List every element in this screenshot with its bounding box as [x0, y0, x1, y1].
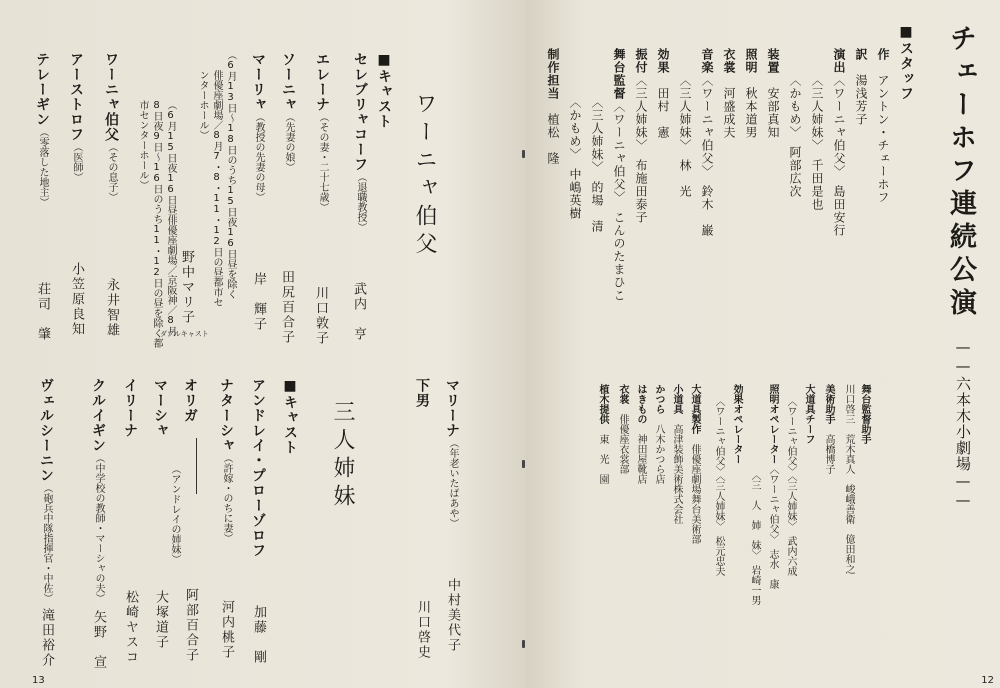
vanya-actor-6: 小笠原良知	[69, 262, 84, 337]
binding-stitch	[522, 460, 525, 468]
sisters-actor-7: 滝田裕介	[39, 608, 54, 668]
crew-line-4: 大道具チーフ	[803, 384, 814, 444]
staff-line-6: 装置 安部真知	[766, 48, 780, 139]
crew-line-5: 〈ワーニャ伯父〉〈三人姉妹〉 武内六成	[785, 396, 796, 576]
credit-line-4: はきもの 神田屋靴店	[635, 384, 646, 484]
alt-actor: 野中マリ子	[179, 250, 194, 325]
sisters-cast-heading: ■キャスト	[282, 378, 298, 455]
crew-line-3: 美術助手 高橋博子	[823, 384, 834, 474]
credit-line-2: 小道具 高津装飾美術株式会社	[671, 384, 682, 524]
credit-line-6: 植木提供 東 光 園	[597, 384, 608, 484]
sisters-role-7: ヴェルシーニン（砲兵中隊指揮官・中佐）	[38, 378, 54, 603]
page-number-left: 13	[32, 675, 45, 686]
sisters-role-5: イリーナ	[122, 378, 138, 438]
vanya-cast-heading: ■キャスト	[376, 52, 392, 129]
staff-line-4: 〈三人姉妹〉 千田是也	[810, 74, 824, 211]
sisters-actor-1: 加藤 剛	[251, 605, 266, 665]
extra-role-2: 下男	[414, 378, 430, 408]
vanya-role-2: エレーナ（その妻・二十七歳）	[314, 52, 330, 212]
staff-line-11: 効果 田村 憲	[656, 48, 670, 139]
vanya-role-1: セレブリャコーフ（退職教授）	[352, 52, 368, 232]
staff-line-7: 照明 秋本道男	[744, 48, 758, 139]
double-cast-label: ダブルキャスト	[160, 330, 209, 338]
sisters-actor-2: 河内桃子	[219, 600, 234, 660]
page-number-right: 12	[981, 675, 994, 686]
staff-line-5: 〈かもめ〉 阿部広次	[788, 74, 802, 198]
staff-line-9: 音楽〈ワーニャ伯父〉 鈴木 巌	[700, 48, 714, 237]
sisters-role-1: アンドレイ・プローゾロフ	[250, 378, 266, 558]
vanya-actor-5: 永井智雄	[104, 278, 119, 338]
staff-line-10: 〈三人姉妹〉 林 光	[678, 74, 692, 198]
staff-line-15: 〈かもめ〉 中嶋英樹	[568, 96, 582, 220]
schedule-note-2: 俳優座劇場／8月7・8・11・12日の昼都市セ	[211, 70, 222, 307]
schedule-note-1: （6月13日〜18日のうち15日夜16日昼を除く	[225, 50, 236, 299]
program-title: チェーホフ連続公演	[945, 24, 976, 321]
staff-line-14: 〈三人姉妹〉 的場 清	[590, 96, 604, 233]
credit-line-1: 大道具製作 俳優座劇場舞台美術部	[689, 384, 700, 544]
staff-heading: ■スタッフ	[898, 24, 914, 101]
vanya-role-7: テレーギン（零落した地主）	[34, 52, 50, 207]
crew-line-7: 〈三 人 姉 妹〉 岩崎一男	[749, 470, 760, 605]
staff-line-3: 演出〈ワーニャ伯父〉 島田安行	[832, 48, 846, 237]
vanya-actor-2: 川口敦子	[313, 286, 328, 346]
crew-line-2: 川口啓三 荒木真人 峻峨善衛 億田和之	[843, 384, 854, 574]
sisters-actor-4: 大塚道子	[153, 590, 168, 650]
sisters-actor-3: 阿部百合子	[183, 588, 198, 663]
extra-actor-2: 川口啓史	[415, 600, 430, 660]
alt-note-2: 8日夜9日〜16日のうち11・12日の昼を除く都	[151, 100, 162, 348]
program-subtitle: ——六本木小劇場——	[954, 338, 972, 510]
extra-actor-1: 中村美代子	[445, 578, 460, 653]
binding-stitch	[522, 640, 525, 648]
sisters-role-2: ナターシャ（許嫁・のちに妻）	[218, 378, 234, 543]
alt-note-1: （6月15日夜16日昼俳優座劇場／京阪神／8月	[165, 100, 176, 336]
vanya-role-6: アーストロフ（医師）	[68, 52, 84, 182]
vanya-actor-4: 岸 輝子	[251, 272, 266, 332]
binding-stitch	[522, 150, 525, 158]
alt-note-3: 市センターホール）	[137, 100, 148, 190]
sisters-title: 三人姉妹	[330, 400, 355, 512]
staff-line-12: 振付〈三人姉妹〉 布施田泰子	[634, 48, 648, 224]
credit-line-5: 衣裳 俳優座衣裳部	[617, 384, 628, 474]
crew-line-9: 〈ワーニャ伯父〉〈三人姉妹〉 松元忠夫	[713, 396, 724, 576]
crew-line-8: 効果オペレーター	[731, 384, 742, 464]
vanya-actor-7: 荘司 肇	[35, 282, 50, 342]
vanya-actor-1: 武内 亨	[351, 282, 366, 342]
crew-line-1: 舞台監督助手	[859, 384, 870, 444]
vanya-actor-3: 田尻百合子	[279, 270, 294, 345]
crew-line-6: 照明オペレーター〈ワーニャ伯父〉 志水 康	[767, 384, 778, 589]
vanya-role-4: マーリャ（教授の先妻の母）	[250, 52, 266, 202]
right-page	[526, 0, 1000, 688]
staff-line-8: 衣裳 河盛成夫	[722, 48, 736, 139]
sisters-role-6: クルイギン（中学校の教師・マーシャの夫）	[90, 378, 106, 603]
sisters-role-4: マーシャ	[152, 378, 168, 438]
staff-line-16: 制作担当 植松 隆	[546, 48, 560, 165]
vanya-title: ワーニャ伯父	[412, 92, 437, 260]
sisters-actor-6: 矢野 宣	[91, 610, 106, 670]
sisters-desc-4: （アンドレイの姉妹）	[169, 464, 180, 564]
sisters-brace	[196, 438, 203, 494]
staff-line-1: 作 アントン・チェーホフ	[876, 48, 890, 204]
sisters-actor-5: 松崎ヤスコ	[123, 590, 138, 665]
schedule-note-3: ンターホール）	[197, 70, 208, 140]
vanya-role-5: ワーニャ伯父（その息子）	[103, 52, 119, 202]
vanya-role-3: ソーニャ（先妻の娘）	[280, 52, 296, 172]
credit-line-3: かつら 八木かつら店	[653, 384, 664, 484]
staff-line-13: 舞台監督〈ワーニャ伯父〉 こんのたまひこ	[612, 48, 626, 302]
sisters-role-3: オリガ	[182, 378, 198, 423]
staff-line-2: 訳 湯浅芳子	[854, 48, 868, 126]
extra-role-1: マリーナ（年老いたばあや）	[444, 378, 460, 528]
